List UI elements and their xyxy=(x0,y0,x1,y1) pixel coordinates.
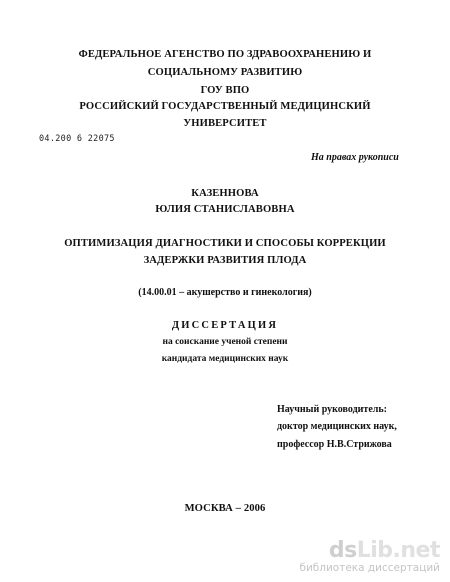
specialty-code: (14.00.01 – акушерство и гинекология) xyxy=(138,287,312,298)
header-line-2: СОЦИАЛЬНОМУ РАЗВИТИЮ xyxy=(147,67,303,78)
dslib-watermark xyxy=(240,538,440,574)
library-stamp-number: 04.200 6 22075 xyxy=(39,134,115,144)
degree-line-1: на соискание ученой степени xyxy=(162,337,288,347)
dslib-logo-main: Lib.net xyxy=(356,538,440,563)
document-type: ДИССЕРТАЦИЯ xyxy=(171,320,279,331)
header-line-4: РОССИЙСКИЙ ГОСУДАРСТВЕННЫЙ МЕДИЦИНСКИЙ xyxy=(79,101,371,112)
place-year: МОСКВА – 2006 xyxy=(184,503,266,514)
title-line-2: ЗАДЕРЖКИ РАЗВИТИЯ ПЛОДА xyxy=(143,255,307,266)
rights-note: На правах рукописи xyxy=(311,152,399,163)
degree-line-2: кандидата медицинских наук xyxy=(161,354,289,364)
title-line-1: ОПТИМИЗАЦИЯ ДИАГНОСТИКИ И СПОСОБЫ КОРРЕКЦИИ xyxy=(64,238,386,249)
dslib-logo xyxy=(329,538,440,563)
supervisor-label: Научный руководитель: xyxy=(277,404,387,415)
header-line-5: УНИВЕРСИТЕТ xyxy=(183,118,267,129)
supervisor-degree: доктор медицинских наук, xyxy=(277,421,397,432)
dslib-subtitle: библиотека диссертаций xyxy=(299,562,440,574)
supervisor-name: профессор Н.В.Стрижова xyxy=(277,439,392,450)
header-line-3: ГОУ ВПО xyxy=(200,85,250,96)
author-name: ЮЛИЯ СТАНИСЛАВОВНА xyxy=(155,204,295,215)
header-line-1: ФЕДЕРАЛЬНОЕ АГЕНСТВО ПО ЗДРАВООХРАНЕНИЮ И xyxy=(78,49,372,60)
dslib-logo-prefix: ds xyxy=(328,538,357,563)
author-surname: КАЗЕННОВА xyxy=(191,188,259,199)
